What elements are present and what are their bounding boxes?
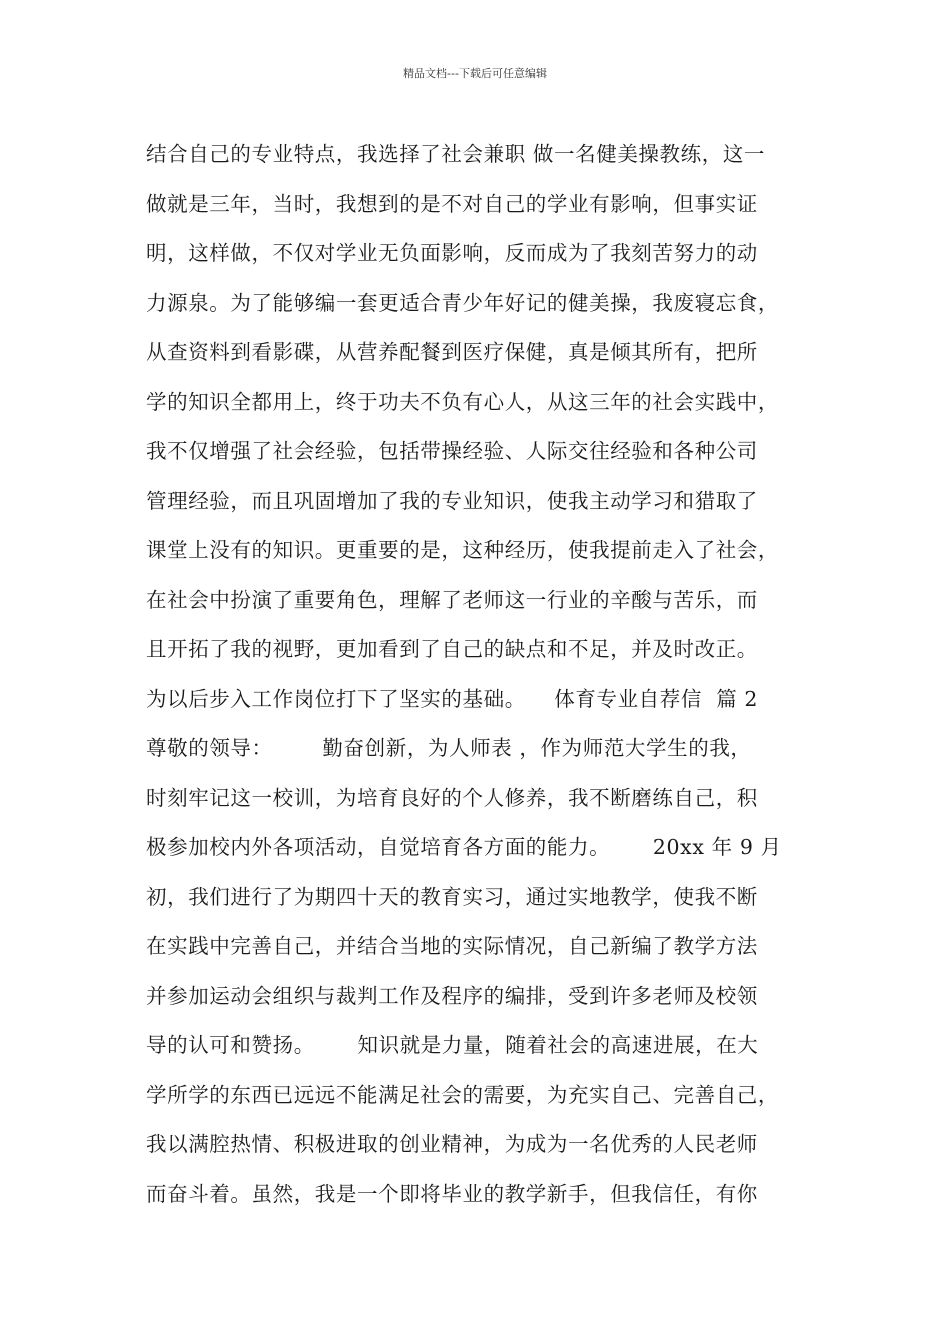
- text-line: 在社会中扮演了重要角色，理解了老师这一行业的辛酸与苦乐，而: [146, 587, 758, 612]
- text-line: 学的知识全都用上，终于功夫不负有心人，从这三年的社会实践中，: [146, 389, 779, 414]
- text-line: 时刻牢记这一校训，为培育良好的个人修养，我不断磨练自己，积: [146, 785, 758, 810]
- text-line: 课堂上没有的知识。更重要的是，这种经历，使我提前走入了社会，: [146, 538, 779, 562]
- text-line: 结合自己的专业特点，我选择了社会兼职 做一名健美操教练，这一: [146, 142, 766, 166]
- text-line: 极参加校内外各项活动，自觉培育各方面的能力。 20xx 年 9 月: [146, 835, 782, 859]
- text-line: 且开拓了我的视野，更加看到了自己的缺点和不足，并及时改正。: [146, 637, 758, 661]
- text-line: 明，这样做，不仅对学业无负面影响，反而成为了我刻苦努力的动: [146, 241, 758, 265]
- page-header: 精品文档---下载后可任意编辑: [403, 67, 547, 80]
- text-line: 学所学的东西已远远不能满足社会的需要，为充实自己、完善自己，: [146, 1082, 779, 1107]
- text-line: 做就是三年，当时，我想到的是不对自己的学业有影响，但事实证: [146, 191, 758, 216]
- text-line: 并参加运动会组织与裁判工作及程序的编排，受到许多老师及校领: [146, 983, 758, 1008]
- text-line: 力源泉。为了能够编一套更适合青少年好记的健美操，我废寝忘食，: [146, 290, 779, 315]
- text-line: 我以满腔热情、积极进取的创业精神，为成为一名优秀的人民老师: [146, 1132, 758, 1156]
- text-line: 为以后步入工作岗位打下了坚实的基础。 体育专业自荐信 篇 2: [146, 686, 759, 711]
- document-body: [146, 130, 816, 1219]
- text-line: 管理经验，而且巩固增加了我的专业知识，使我主动学习和猎取了: [146, 488, 758, 513]
- text-line: 在实践中完善自己，并结合当地的实际情况，自己新编了教学方法: [146, 934, 758, 958]
- text-line: 从查资料到看影碟，从营养配餐到医疗保健，真是倾其所有，把所: [146, 340, 758, 364]
- text-line: 我不仅增强了社会经验，包括带操经验、人际交往经验和各种公司: [146, 439, 758, 463]
- text-line: 初，我们进行了为期四十天的教育实习，通过实地教学，使我不断: [146, 884, 758, 909]
- text-line: 导的认可和赞扬。 知识就是力量，随着社会的高速进展，在大: [146, 1033, 759, 1057]
- text-line: 尊敬的领导： 勤奋创新，为人师表 ，作为师范大学生的我，: [146, 736, 752, 760]
- text-line: 而奋斗着。虽然，我是一个即将毕业的教学新手，但我信任，有你: [146, 1181, 758, 1206]
